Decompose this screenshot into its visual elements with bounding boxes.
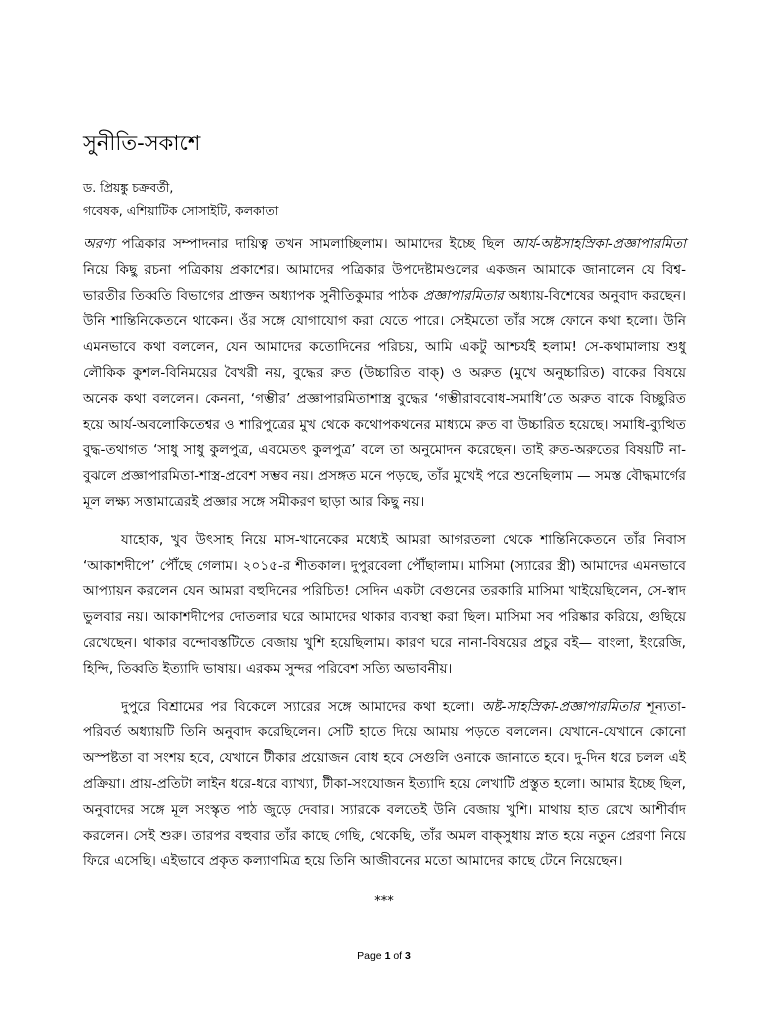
paragraph-segment: নিয়ে কিছু রচনা পত্রিকায় প্রকাশের। আমাদের পত্রিকার উপদেষ্টামণ্ডলের একজন আমাকে জানালেন যে বিশ্ব-ভারতীর তিব্বতি বিভাগের প্রাক্তন অধ্যাপক সুনীতিকুমার পাঠক bbox=[83, 261, 686, 304]
author-name: ড. প্রিয়ঙ্কু চক্রবর্তী, bbox=[83, 180, 174, 195]
paragraph-segment: আর্য-অষ্টসাহস্রিকা-প্রজ্ঞাপারমিতা bbox=[511, 236, 686, 252]
article-body bbox=[83, 232, 686, 887]
page-of-label: of bbox=[390, 950, 406, 962]
section-separator: *** bbox=[374, 894, 394, 909]
page-footer bbox=[0, 948, 768, 964]
page-total: 3 bbox=[405, 950, 411, 962]
paragraph-segment: যাহোক, খুব উৎসাহ নিয়ে মাস-খানেকের মধ্যেই আমরা আগরতলা থেকে শান্তিনিকেতনে তাঁর নিবাস ‘আকাশদীপে’ পৌঁছে গেলাম। ২০১৫-র শীতকাল। দুপুরবেলা পৌঁছালাম। মাসিমা (স্যারের স্ত্রী) আমাদের এমনভাবে আপ্যায়ন করলেন যেন আমরা বহুদিনের পরিচিত! সেদিন একটা বেগুনের তরকারি মাসিমা খাইয়েছিলেন, সে-স্বাদ ভুলবার নয়। আকাশদীপের দোতলার ঘরে আমাদের থাকার ব্যবস্থা করা ছিল। মাসিমা সব পরিষ্কার করিয়ে, গুছিয়ে রেখেছেন। থাকার বন্দোবস্তটিতে বেজায় খুশি হয়েছিলাম। কারণ ঘরে নানা-বিষয়ের প্রচুর বই— বাংলা, ইংরেজি, হিন্দি, তিব্বতি ইত্যাদি ভাষায়। এরকম সুন্দর পরিবেশ সত্যি অভাবনীয়। bbox=[83, 531, 686, 677]
author-affiliation: গবেষক, এশিয়াটিক সোসাইটি, কলকাতা bbox=[83, 203, 279, 218]
paragraph-segment: অষ্ট-সাহস্রিকা-প্রজ্ঞাপারমিতার bbox=[481, 698, 640, 715]
paragraph-segment: অরণ্য bbox=[83, 236, 115, 252]
paragraph-segment: শূন্যতা-পরিবর্ত অধ্যায়টি তিনি অনুবাদ করেছিলেন। সেটি হাতে দিয়ে আমায় পড়তে বললেন। যেখানে-যেখানে কোনো অস্পষ্টতা বা সংশয় হবে, যেখানে টীকার প্রয়োজন বোধ হবে সেগুলি ওনাকে জানাতে হবে। দু-দিন ধরে চলল এই প্রক্রিয়া। প্রায়-প্রতিটা লাইন ধরে-ধরে ব্যাখ্যা, টীকা-সংযোজন ইত্যাদি হয়ে লেখাটি প্রস্তুত হলো। আমার ইচ্ছে ছিল, অনুবাদের সঙ্গে মূল সংস্কৃত পাঠ জুড়ে দেবার। স্যারকে বলতেই উনি বেজায় খুশি। মাথায় হাত রেখে আশীর্বাদ করলেন। সেই শুরু। তারপর বহুবার তাঁর কাছে গেছি, থেকেছি, তাঁর অমল বাক্‌সুধায় স্নাত হয়ে নতুন প্রেরণা নিয়ে ফিরে এসেছি। এইভাবে প্রকৃত কল্যাণমিত্র হয়ে তিনি আজীবনের মতো আমাদের কাছে টেনে নিয়েছেন। bbox=[83, 698, 686, 870]
author-block bbox=[83, 176, 278, 222]
paragraph-segment: পত্রিকার সম্পাদনার দায়িত্ব তখন সামলাচ্ছিলাম। আমাদের ইচ্ছে ছিল bbox=[114, 236, 512, 252]
paragraph-segment: অধ্যায়-বিশেষের অনুবাদ করছেন। উনি শান্তিনিকেতনে থাকেন। ওঁর সঙ্গে যোগাযোগ করা যেতে পারে। সেইমতো তাঁর সঙ্গে ফোনে কথা হলো। উনি এমনভাবে কথা বললেন, যেন আমাদের কতোদিনের পরিচয়, আমি একটু আশ্চর্যই হলাম! সে-কথামালায় শুধু লৌকিক কুশল-বিনিময়ের বৈখরী নয়, বুদ্ধের রুত (উচ্চারিত বাক্) ও অরুত (মুখে অনুচ্চারিত) বাকের বিষয়ে অনেক কথা বললেন। কেননা, ‘গম্ভীর’ প্রজ্ঞাপারমিতাশাস্ত্র বুদ্ধের ‘গম্ভীরাববোধ-সমাধি’তে অরুত বাকে বিচ্ছুরিত হয়ে আর্য-অবলোকিতেশ্বর ও শারিপুত্রের মুখ থেকে কথোপকথনের মাধ্যমে রুত বা উচ্চারিত হয়েছে। সমাধি-ব্যুত্থিত বুদ্ধ-তথাগত ‘সাধু সাধু কুলপুত্র, এবমেতৎ কুলপুত্র’ বলে তা অনুমোদন করেছেন। তাই রুত-অরুতের বিষয়টি না-বুঝলে প্রজ্ঞাপারমিতা-শাস্ত্র-প্রবেশ সম্ভব নয়। প্রসঙ্গত মনে পড়ছে, তাঁর মুখেই পরে শুনেছিলাম — সমস্ত বৌদ্ধমার্গের মূল লক্ষ্য সত্তামাত্রেরই প্রজ্ঞার সঙ্গে সমীকরণ ছাড়া আর কিছু নয়। bbox=[83, 287, 686, 510]
paragraph-3 bbox=[83, 695, 686, 876]
paragraph-2 bbox=[83, 528, 686, 683]
paragraph-1 bbox=[83, 232, 686, 516]
paragraph-segment: প্রজ্ঞাপারমিতার bbox=[422, 287, 504, 304]
page-title: সুনীতি-সকাশে bbox=[83, 131, 201, 155]
page-current: 1 bbox=[384, 950, 391, 962]
page-label: Page bbox=[357, 950, 385, 962]
paragraph-segment: দুপুরে বিশ্রামের পর বিকেলে স্যারের সঙ্গে আমাদের কথা হলো। bbox=[121, 698, 482, 715]
